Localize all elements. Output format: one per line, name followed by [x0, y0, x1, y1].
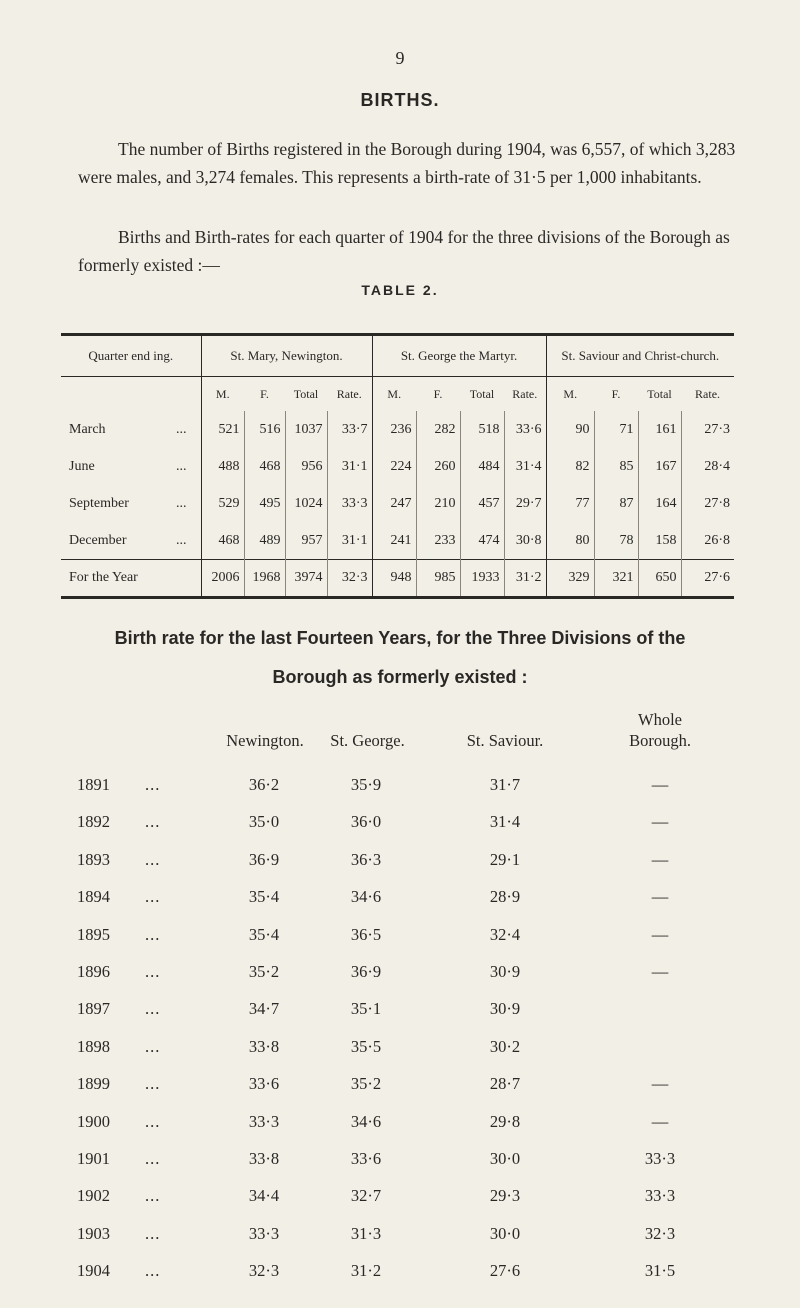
- rate-dots: ...: [145, 1074, 161, 1094]
- rate-dots: ...: [145, 1111, 161, 1131]
- rate-george: 36·0: [350, 812, 382, 832]
- rate-whole: —: [651, 887, 669, 907]
- table-cell: 27·6: [681, 560, 734, 598]
- subheader-f: F.: [611, 386, 621, 401]
- rate-newington: 36·9: [248, 849, 280, 869]
- table-cell: 484: [460, 448, 504, 485]
- row-label: March: [69, 421, 106, 437]
- table-cell: 26·8: [704, 532, 731, 548]
- table-cell: 158: [638, 522, 681, 560]
- table-cell: 164: [638, 485, 681, 522]
- quarterly-births-table: [61, 333, 734, 599]
- table-cell: 29·7: [504, 485, 546, 522]
- rate-year: 1892: [77, 812, 110, 832]
- rate-row: [0, 1186, 800, 1216]
- rate-newington: 34·7: [248, 999, 280, 1019]
- rate-year: 1904: [77, 1261, 110, 1281]
- subheader-total: Total: [469, 386, 495, 401]
- rate-year: 1894: [77, 887, 110, 907]
- table-title: TABLE 2.: [361, 282, 439, 298]
- rate-saviour: 30·9: [489, 999, 521, 1019]
- rate-george: 35·9: [350, 775, 382, 794]
- rate-year: 1900: [77, 1111, 110, 1131]
- rate-george: 34·6: [350, 887, 382, 907]
- rate-whole: —: [651, 1111, 669, 1131]
- table-cell: 521: [201, 411, 244, 448]
- rate-whole: 32·3: [644, 1223, 676, 1243]
- table-cell: 518: [460, 411, 504, 448]
- header-newington: St. Mary, Newington.: [201, 335, 372, 377]
- table-cell: 260: [416, 448, 460, 485]
- table-cell: 27·3: [704, 421, 731, 437]
- table-row: [61, 448, 734, 485]
- table-cell: 488: [201, 448, 244, 485]
- row-leader-dots: ...: [176, 532, 187, 548]
- header-quarter: Quarter end ing.: [61, 335, 201, 377]
- rate-row: [0, 775, 800, 805]
- row-label: For the Year: [69, 570, 138, 585]
- rate-george: 33·6: [350, 1149, 382, 1168]
- table-cell: 985: [416, 560, 460, 598]
- rate-whole: 33·3: [644, 1186, 676, 1206]
- rate-dots: ...: [145, 924, 161, 944]
- table-row: [61, 411, 734, 448]
- subheader-total: Total: [293, 386, 319, 401]
- table-cell: 77: [546, 485, 594, 522]
- rate-saviour: 32·4: [489, 924, 521, 944]
- table-cell: 282: [416, 411, 460, 448]
- col-whole-line-1: Whole: [638, 710, 682, 729]
- table-cell: 90: [546, 411, 594, 448]
- rates-title-line-1: Birth rate for the last Fourteen Years, for the Three Divisions of the: [114, 628, 686, 648]
- rate-whole: 31·5: [644, 1261, 676, 1281]
- rate-saviour: 27·6: [489, 1261, 521, 1281]
- rate-newington: 33·8: [248, 1149, 280, 1168]
- rate-row: [0, 962, 800, 992]
- table-cell: 468: [201, 522, 244, 560]
- rate-dots: ...: [145, 999, 161, 1019]
- table-cell: 87: [594, 485, 638, 522]
- rate-row: [0, 925, 800, 955]
- rate-year: 1901: [77, 1149, 110, 1168]
- row-label: December: [69, 532, 127, 548]
- table-cell: 224: [372, 448, 416, 485]
- rate-saviour: 31·4: [489, 812, 521, 832]
- table-cell: 31·1: [327, 448, 372, 485]
- page-heading: BIRTHS.: [360, 90, 440, 110]
- table-cell: 529: [201, 485, 244, 522]
- rate-whole: —: [651, 924, 669, 944]
- rate-newington: 35·4: [248, 924, 280, 944]
- rate-year: 1891: [77, 775, 110, 794]
- table-total-row: [61, 560, 734, 598]
- rate-year: 1897: [77, 999, 110, 1019]
- rate-george: 36·9: [350, 962, 382, 981]
- rate-dots: ...: [145, 1149, 161, 1168]
- rate-row: [0, 1261, 800, 1291]
- rate-whole: —: [651, 849, 669, 869]
- table-cell: 957: [285, 522, 327, 560]
- rate-dots: ...: [145, 849, 161, 869]
- subheader-rate: Rate.: [695, 386, 721, 401]
- row-label: June: [69, 458, 95, 474]
- table-cell: 516: [244, 411, 285, 448]
- table-cell: 31·4: [504, 448, 546, 485]
- table-cell: 474: [460, 522, 504, 560]
- rate-george: 31·2: [350, 1261, 382, 1281]
- table-cell: 167: [638, 448, 681, 485]
- rate-saviour: 30·0: [489, 1149, 521, 1168]
- table-cell: 650: [638, 560, 681, 598]
- table-cell: 161: [638, 411, 681, 448]
- table-cell: 329: [546, 560, 594, 598]
- rate-saviour: 29·8: [489, 1111, 521, 1131]
- rate-saviour: 31·7: [489, 775, 521, 794]
- rate-dots: ...: [145, 812, 161, 832]
- row-leader-dots: ...: [176, 495, 187, 511]
- rate-year: 1895: [77, 924, 110, 944]
- rate-george: 35·1: [350, 999, 382, 1019]
- rate-dots: ...: [145, 887, 161, 907]
- subheader-rate: Rate.: [327, 377, 372, 412]
- rate-newington: 35·4: [248, 887, 280, 907]
- subheader-m: M.: [563, 386, 578, 401]
- subheader-row: [61, 377, 734, 412]
- table-cell: 1037: [285, 411, 327, 448]
- rate-row: [0, 1074, 800, 1104]
- rate-saviour: 30·0: [489, 1223, 521, 1243]
- subheader-f: F.: [260, 386, 269, 401]
- col-whole-line-2: Borough.: [629, 731, 691, 750]
- table-cell: 33·6: [504, 411, 546, 448]
- rate-year: 1903: [77, 1223, 110, 1243]
- table-cell: 321: [594, 560, 638, 598]
- subheader-total: Total: [647, 386, 672, 401]
- table-cell: 2006: [201, 560, 244, 598]
- col-saviour: St. Saviour.: [466, 731, 544, 750]
- table-cell: 210: [416, 485, 460, 522]
- rate-dots: ...: [145, 1036, 161, 1056]
- rate-whole: 33·3: [644, 1149, 676, 1168]
- table-cell: 233: [416, 522, 460, 560]
- table-cell: 31·2: [504, 560, 546, 598]
- table-cell: 956: [285, 448, 327, 485]
- table-cell: 948: [372, 560, 416, 598]
- col-george: St. George.: [330, 731, 405, 750]
- rate-newington: 35·2: [248, 962, 280, 981]
- rate-george: 31·3: [350, 1223, 382, 1243]
- col-newington: Newington.: [226, 731, 304, 750]
- table-cell: 78: [594, 522, 638, 560]
- rate-saviour: 28·9: [489, 887, 521, 907]
- table-cell: 247: [372, 485, 416, 522]
- table-cell: 489: [244, 522, 285, 560]
- table-cell: 468: [244, 448, 285, 485]
- rate-row: [0, 887, 800, 917]
- table-cell: 85: [594, 448, 638, 485]
- table-row: [61, 485, 734, 522]
- table-cell: 236: [372, 411, 416, 448]
- rate-whole: —: [651, 812, 669, 832]
- rate-year: 1896: [77, 962, 110, 981]
- table-cell: 30·8: [504, 522, 546, 560]
- table-cell: 33·7: [327, 411, 372, 448]
- table-cell: 1024: [285, 485, 327, 522]
- row-leader-dots: ...: [176, 421, 187, 437]
- table-cell: 3974: [285, 560, 327, 598]
- subheader-rate: Rate.: [504, 377, 546, 412]
- rate-newington: 33·3: [248, 1111, 280, 1131]
- table-intro-paragraph: Births and Birth-rates for each quarter of 1904 for the three divisions of the Borough as formerly existed :—: [78, 227, 730, 275]
- table-cell: 1968: [244, 560, 285, 598]
- table-cell: 33·3: [327, 485, 372, 522]
- header-saviour: St. Saviour and Christ-church.: [546, 335, 734, 377]
- rate-row: [0, 850, 800, 880]
- rate-row: [0, 999, 800, 1029]
- rate-row: [0, 1149, 800, 1179]
- table-cell: 241: [372, 522, 416, 560]
- rate-row: [0, 1224, 800, 1254]
- rate-newington: 33·3: [248, 1223, 280, 1243]
- rate-newington: 36·2: [248, 775, 280, 794]
- rate-year: 1899: [77, 1074, 110, 1094]
- rate-saviour: 30·9: [489, 962, 521, 981]
- rate-george: 35·2: [350, 1074, 382, 1094]
- rate-george: 35·5: [350, 1036, 382, 1056]
- rate-row: [0, 812, 800, 842]
- table-cell: 32·3: [327, 560, 372, 598]
- rate-dots: ...: [145, 1261, 161, 1281]
- subheader-m: M.: [215, 386, 230, 401]
- subheader-f: F.: [433, 386, 443, 401]
- rate-saviour: 29·1: [489, 849, 521, 869]
- rates-title-line-2: Borough as formerly existed :: [272, 667, 528, 687]
- rate-george: 34·6: [350, 1111, 382, 1131]
- rate-dots: ...: [145, 775, 161, 794]
- rate-george: 36·5: [350, 924, 382, 944]
- rate-newington: 35·0: [248, 812, 280, 832]
- rate-year: 1898: [77, 1036, 110, 1056]
- row-leader-dots: ...: [176, 458, 187, 474]
- rate-dots: ...: [145, 962, 161, 981]
- rate-saviour: 28·7: [489, 1074, 521, 1094]
- rate-newington: 33·6: [248, 1074, 280, 1094]
- table-cell: 495: [244, 485, 285, 522]
- rate-dots: ...: [145, 1223, 161, 1243]
- rate-newington: 32·3: [248, 1261, 280, 1281]
- table-cell: 80: [546, 522, 594, 560]
- table-cell: 28·4: [704, 458, 731, 474]
- page-number: 9: [395, 48, 405, 68]
- subheader-m: M.: [387, 386, 402, 401]
- rate-newington: 34·4: [248, 1186, 280, 1206]
- rate-saviour: 30·2: [489, 1036, 521, 1056]
- rate-dots: ...: [145, 1186, 161, 1206]
- rate-george: 32·7: [350, 1186, 382, 1206]
- rate-year: 1893: [77, 849, 110, 869]
- rate-whole: —: [651, 1074, 669, 1094]
- rate-whole: —: [651, 962, 669, 981]
- rate-george: 36·3: [350, 849, 382, 869]
- table-row: [61, 522, 734, 560]
- table-cell: 457: [460, 485, 504, 522]
- rate-row: [0, 1112, 800, 1142]
- table-cell: 27·8: [704, 495, 731, 511]
- rate-year: 1902: [77, 1186, 110, 1206]
- table-cell: 71: [594, 411, 638, 448]
- rate-whole: —: [651, 775, 669, 794]
- rate-saviour: 29·3: [489, 1186, 521, 1206]
- table-cell: 82: [546, 448, 594, 485]
- row-label: September: [69, 495, 129, 511]
- rate-newington: 33·8: [248, 1036, 280, 1056]
- rate-row: [0, 1037, 800, 1067]
- table-cell: 1933: [460, 560, 504, 598]
- table-cell: 31·1: [327, 522, 372, 560]
- header-george: St. George the Martyr.: [372, 335, 546, 377]
- intro-paragraph: The number of Births registered in the Borough during 1904, was 6,557, of which 3,283 were males, and 3,274 females. This represents a birth-rate of 31·5 per 1,000 inhabitants.: [78, 139, 736, 187]
